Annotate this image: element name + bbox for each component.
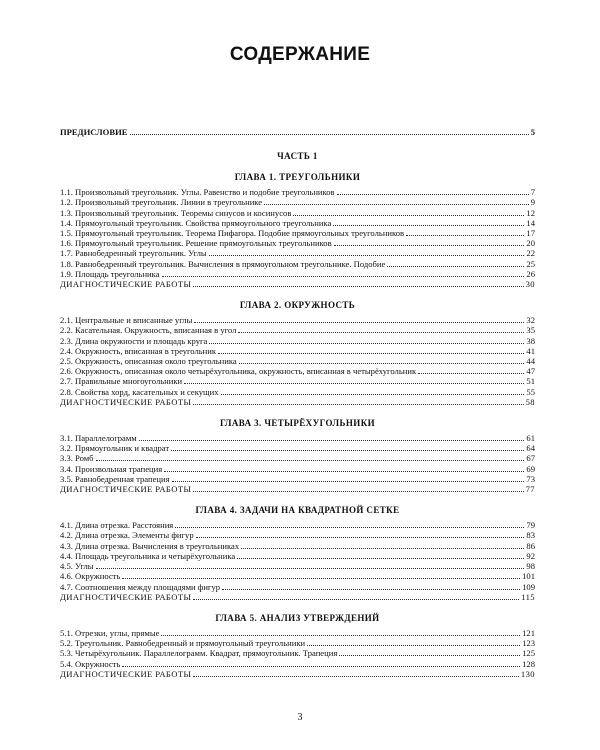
toc-entry-title: 4.6. Окружность: [60, 571, 121, 582]
toc-entry-title: 4.2. Длина отрезка. Элементы фигур: [60, 530, 194, 541]
dot-leader: [339, 655, 520, 656]
dot-leader: [209, 255, 525, 256]
toc-entry: [60, 582, 535, 592]
chapter-heading: ГЛАВА 4. ЗАДАЧИ НА КВАДРАТНОЙ СЕТКЕ: [195, 505, 400, 516]
toc-entry-page: 109: [522, 581, 535, 592]
dot-leader: [193, 599, 519, 600]
toc-entry: [60, 541, 535, 551]
dot-leader: [193, 491, 523, 492]
toc-entry-page: 67: [526, 453, 535, 464]
toc-entry-title: 1.8. Равнобедренный треугольник. Вычисления в прямоугольном треугольнике. Подобие: [60, 258, 386, 269]
toc-entry-title: 5.2. Треугольник. Равнобедренный и прямоугольный треугольники: [60, 638, 306, 649]
toc-entry-title: 2.4. Окружность, вписанная в треугольник: [60, 345, 217, 356]
toc-entry: [60, 551, 535, 561]
toc-entry-page: 73: [526, 473, 535, 484]
toc-foreword-title: ПРЕДИСЛОВИЕ: [60, 127, 128, 137]
toc-entry: [60, 366, 535, 376]
toc-entry-title: 3.4. Произвольная трапеция: [60, 463, 163, 474]
toc-entry-title: 1.4. Прямоугольный треугольник. Свойства прямоугольного треугольника: [60, 217, 332, 228]
toc-entry-title: 5.4. Окружность: [60, 658, 121, 669]
toc-entry-page: 86: [526, 540, 535, 551]
toc-entry: [60, 443, 535, 453]
chapter-heading: ГЛАВА 1. ТРЕУГОЛЬНИКИ: [234, 172, 361, 183]
dot-leader: [193, 676, 519, 677]
toc-entry-page: 79: [526, 520, 535, 531]
toc-entry-title: 4.4. Площадь треугольника и четырёхугольника: [60, 550, 236, 561]
toc-entry: [60, 561, 535, 571]
dot-leader: [293, 215, 524, 216]
dot-leader: [96, 568, 525, 569]
dot-leader: [194, 322, 524, 323]
dot-leader: [139, 440, 525, 441]
toc-entry: [60, 248, 535, 258]
toc-entry: [60, 356, 535, 366]
toc-entry-page: 35: [526, 325, 535, 336]
toc-entry-page: 12: [526, 207, 535, 218]
dot-leader: [337, 194, 529, 195]
toc-entry-title: 1.5. Прямоугольный треугольник. Теорема Пифагора. Подобие прямоугольных треугольников: [60, 228, 405, 239]
toc-entry-title: 1.6. Прямоугольный треугольник. Решение прямоугольных треугольников: [60, 238, 332, 249]
toc-entry-title: 1.2. Произвольный треугольник. Линии в треугольнике: [60, 197, 263, 208]
toc-entry: [60, 238, 535, 248]
toc-entry: [60, 659, 535, 669]
toc-entry-title: 3.5. Равнобедренная трапеция: [60, 473, 170, 484]
dot-leader: [96, 460, 525, 461]
toc-diagnostic-works: [60, 279, 535, 289]
dot-leader: [161, 635, 520, 636]
page-title: СОДЕРЖАНИЕ: [229, 44, 371, 65]
toc-entry: [60, 648, 535, 658]
dot-leader: [222, 589, 520, 590]
table-of-contents: [60, 127, 535, 679]
dot-leader: [172, 481, 525, 482]
toc-entry-page: 7: [530, 187, 535, 198]
toc-entry-page: 123: [522, 638, 535, 649]
toc-entry-page: 51: [526, 376, 535, 387]
part-heading: ЧАСТЬ 1: [277, 151, 318, 162]
page-number: 3: [297, 712, 303, 723]
toc-entry: [60, 346, 535, 356]
dot-leader: [418, 373, 524, 374]
toc-entry: [60, 453, 535, 463]
dot-leader: [237, 558, 524, 559]
toc-entry-page: 17: [526, 228, 535, 239]
toc-foreword: [60, 127, 535, 137]
dot-leader: [184, 383, 524, 384]
toc-foreword-page: 5: [530, 127, 535, 137]
toc-entry-page: 125: [522, 648, 535, 659]
toc-entry-page: 69: [526, 463, 535, 474]
toc-diagnostic-works-title: ДИАГНОСТИЧЕСКИЕ РАБОТЫ: [60, 396, 192, 407]
toc-diagnostic-works-title: ДИАГНОСТИЧЕСКИЕ РАБОТЫ: [60, 279, 192, 290]
dot-leader: [264, 204, 529, 205]
dot-leader: [130, 134, 529, 135]
toc-entry-page: 41: [526, 345, 535, 356]
dot-leader: [175, 527, 524, 528]
toc-diagnostic-works-page: 115: [521, 591, 535, 602]
dot-leader: [193, 286, 523, 287]
toc-entry: [60, 325, 535, 335]
dot-leader: [238, 332, 524, 333]
dot-leader: [406, 235, 524, 236]
dot-leader: [196, 537, 525, 538]
toc-diagnostic-works: [60, 669, 535, 679]
dot-leader: [334, 245, 525, 246]
toc-entry: [60, 387, 535, 397]
toc-entry-title: 5.3. Четырёхугольник. Параллелограмм. Квадрат, прямоугольник. Трапеция: [60, 648, 338, 659]
toc-diagnostic-works-title: ДИАГНОСТИЧЕСКИЕ РАБОТЫ: [60, 668, 192, 679]
toc-entry-page: 101: [522, 571, 535, 582]
toc-entry: [60, 218, 535, 228]
toc-entry: [60, 638, 535, 648]
toc-diagnostic-works-title: ДИАГНОСТИЧЕСКИЕ РАБОТЫ: [60, 591, 192, 602]
dot-leader: [333, 225, 524, 226]
toc-entry: [60, 628, 535, 638]
toc-entry-title: 2.5. Окружность, описанная около треугольника: [60, 356, 237, 367]
toc-entry: [60, 228, 535, 238]
toc-entry-page: 20: [526, 238, 535, 249]
dot-leader: [387, 266, 524, 267]
toc-entry: [60, 376, 535, 386]
toc-entry-title: 4.5. Углы: [60, 561, 94, 572]
toc-entry-page: 14: [526, 217, 535, 228]
toc-entry-page: 38: [526, 335, 535, 346]
toc-entry-title: 3.3. Ромб: [60, 453, 94, 464]
toc-entry-page: 55: [526, 386, 535, 397]
toc-entry: [60, 315, 535, 325]
toc-entry-title: 2.3. Длина окружности и площадь круга: [60, 335, 208, 346]
toc-entry: [60, 269, 535, 279]
toc-entry: [60, 530, 535, 540]
toc-entry-title: 2.8. Свойства хорд, касательных и секущих: [60, 386, 219, 397]
toc-entry: [60, 197, 535, 207]
toc-entry-page: 32: [526, 315, 535, 326]
dot-leader: [122, 666, 520, 667]
toc-entry: [60, 336, 535, 346]
toc-entry-page: 61: [526, 433, 535, 444]
toc-diagnostic-works: [60, 397, 535, 407]
toc-entry-page: 121: [522, 627, 535, 638]
dot-leader: [221, 394, 525, 395]
toc-entry-title: 1.7. Равнобедренный треугольник. Углы: [60, 248, 207, 259]
dot-leader: [209, 343, 524, 344]
chapter-heading: ГЛАВА 2. ОКРУЖНОСТЬ: [239, 300, 356, 311]
dot-leader: [241, 548, 524, 549]
toc-entry-page: 92: [526, 550, 535, 561]
dot-leader: [193, 404, 523, 405]
toc-diagnostic-works-page: 58: [525, 396, 535, 407]
toc-entry-title: 3.2. Прямоугольник и квадрат: [60, 443, 170, 454]
dot-leader: [239, 363, 525, 364]
toc-entry-title: 4.7. Соотношения между площадями фигур: [60, 581, 221, 592]
dot-leader: [171, 450, 524, 451]
toc-entry: [60, 571, 535, 581]
chapter-heading: ГЛАВА 3. ЧЕТЫРЁХУГОЛЬНИКИ: [219, 418, 376, 429]
dot-leader: [218, 353, 524, 354]
toc-entry-title: 4.1. Длина отрезка. Расстояния: [60, 520, 174, 531]
toc-entry-title: 1.9. Площадь треугольника: [60, 268, 160, 279]
toc-entry: [60, 259, 535, 269]
toc-entry-title: 2.1. Центральные и вписанные углы: [60, 315, 193, 326]
toc-entry-page: 26: [526, 268, 535, 279]
toc-entry-title: 4.3. Длина отрезка. Вычисления в треугольниках: [60, 540, 240, 551]
toc-entry-page: 47: [526, 366, 535, 377]
toc-entry-title: 5.1. Отрезки, углы, прямые: [60, 627, 160, 638]
toc-diagnostic-works: [60, 592, 535, 602]
toc-entry-page: 22: [526, 248, 535, 259]
toc-entry-title: 2.7. Правильные многоугольники: [60, 376, 183, 387]
toc-entry-page: 9: [530, 197, 535, 208]
dot-leader: [162, 276, 525, 277]
toc-entry-page: 44: [526, 356, 535, 367]
toc-entry-page: 25: [526, 258, 535, 269]
dot-leader: [164, 471, 524, 472]
toc-entry-page: 64: [526, 443, 535, 454]
chapters-list: [60, 162, 535, 679]
toc-entry-title: 2.2. Касательная. Окружность, вписанная в угол: [60, 325, 237, 336]
toc-entry: [60, 208, 535, 218]
toc-entry: [60, 187, 535, 197]
toc-entry-title: 1.1. Произвольный треугольник. Углы. Равенство и подобие треугольников: [60, 187, 335, 198]
toc-diagnostic-works-title: ДИАГНОСТИЧЕСКИЕ РАБОТЫ: [60, 484, 192, 495]
chapter-heading: ГЛАВА 5. АНАЛИЗ УТВЕРЖДЕНИЙ: [215, 612, 380, 623]
toc-diagnostic-works-page: 77: [525, 484, 535, 495]
toc-entry-page: 98: [526, 561, 535, 572]
toc-entry-page: 83: [526, 530, 535, 541]
toc-entry-page: 128: [522, 658, 535, 669]
toc-entry: [60, 433, 535, 443]
toc-entry: [60, 520, 535, 530]
toc-diagnostic-works-page: 130: [520, 668, 535, 679]
dot-leader: [307, 645, 520, 646]
toc-entry-title: 3.1. Параллелограмм: [60, 433, 137, 444]
toc-entry-title: 1.3. Произвольный треугольник. Теоремы синусов и косинусов: [60, 207, 292, 218]
toc-entry: [60, 474, 535, 484]
toc-diagnostic-works: [60, 484, 535, 494]
toc-diagnostic-works-page: 30: [525, 279, 535, 290]
toc-entry: [60, 464, 535, 474]
toc-entry-title: 2.6. Окружность, описанная около четырёхугольника, окружность, вписанная в четырёхугольник: [60, 366, 417, 377]
dot-leader: [122, 578, 520, 579]
